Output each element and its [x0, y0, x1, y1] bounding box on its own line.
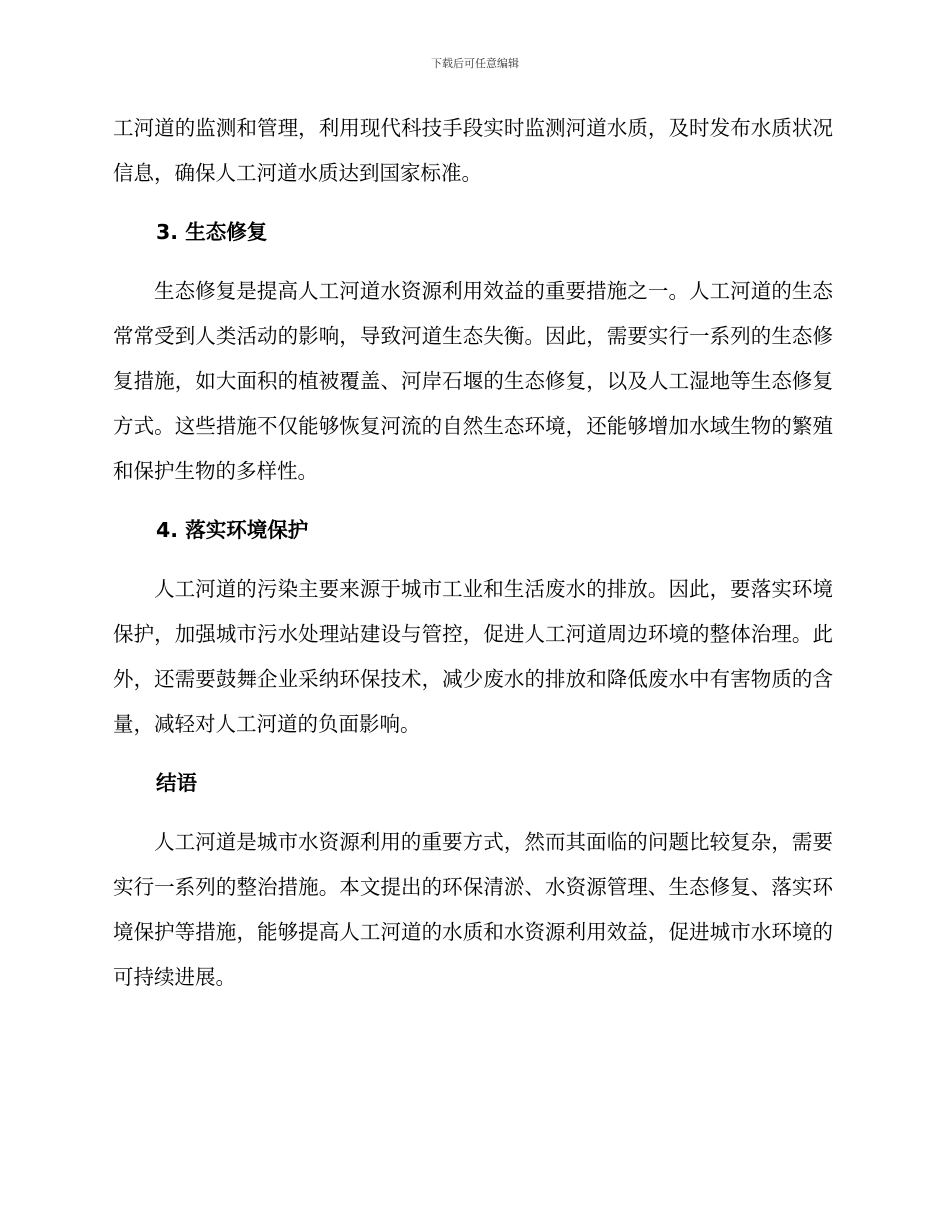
spacer: [113, 494, 833, 508]
spacer: [113, 553, 833, 567]
spacer: [113, 255, 833, 269]
heading-environmental-protection: 4. 落实环境保护: [156, 518, 309, 542]
heading-conclusion: 结语: [156, 771, 197, 795]
header-note: 下载后可任意编辑: [431, 57, 519, 70]
paragraph-conclusion: 人工河道是城市水资源利用的重要方式，然而其面临的问题比较复杂，需要实行一系列的整治措施。本文提出的环保清淤、水资源管理、生态修复、落实环境保护等措施，能够提高人工河道的水质和水资源利用效益，促进城市水环境的可持续进展。: [113, 830, 833, 989]
spacer: [113, 747, 833, 761]
heading-ecological-restoration: 3. 生态修复: [156, 220, 268, 244]
paragraph-ecological-restoration: 生态修复是提高人工河道水资源利用效益的重要措施之一。人工河道的生态常常受到人类活动的影响，导致河道生态失衡。因此，需要实行一系列的生态修复措施，如大面积的植被覆盖、河岸石堰的生态修复，以及人工湿地等生态修复方式。这些措施不仅能够恢复河流的自然生态环境，还能够增加水域生物的繁殖和保护生物的多样性。: [113, 279, 833, 483]
document-body: [113, 106, 833, 1000]
spacer: [113, 196, 833, 210]
paragraph-environmental-protection: 人工河道的污染主要来源于城市工业和生活废水的排放。因此，要落实环境保护，加强城市污水处理站建设与管控，促进人工河道周边环境的整体治理。此外，还需要鼓舞企业采纳环保技术，减少废水的排放和降低废水中有害物质的含量，减轻对人工河道的负面影响。: [113, 577, 833, 736]
spacer: [113, 806, 833, 820]
paragraph-intro: 工河道的监测和管理，利用现代科技手段实时监测河道水质，及时发布水质状况信息，确保人工河道水质达到国家标准。: [113, 116, 833, 185]
